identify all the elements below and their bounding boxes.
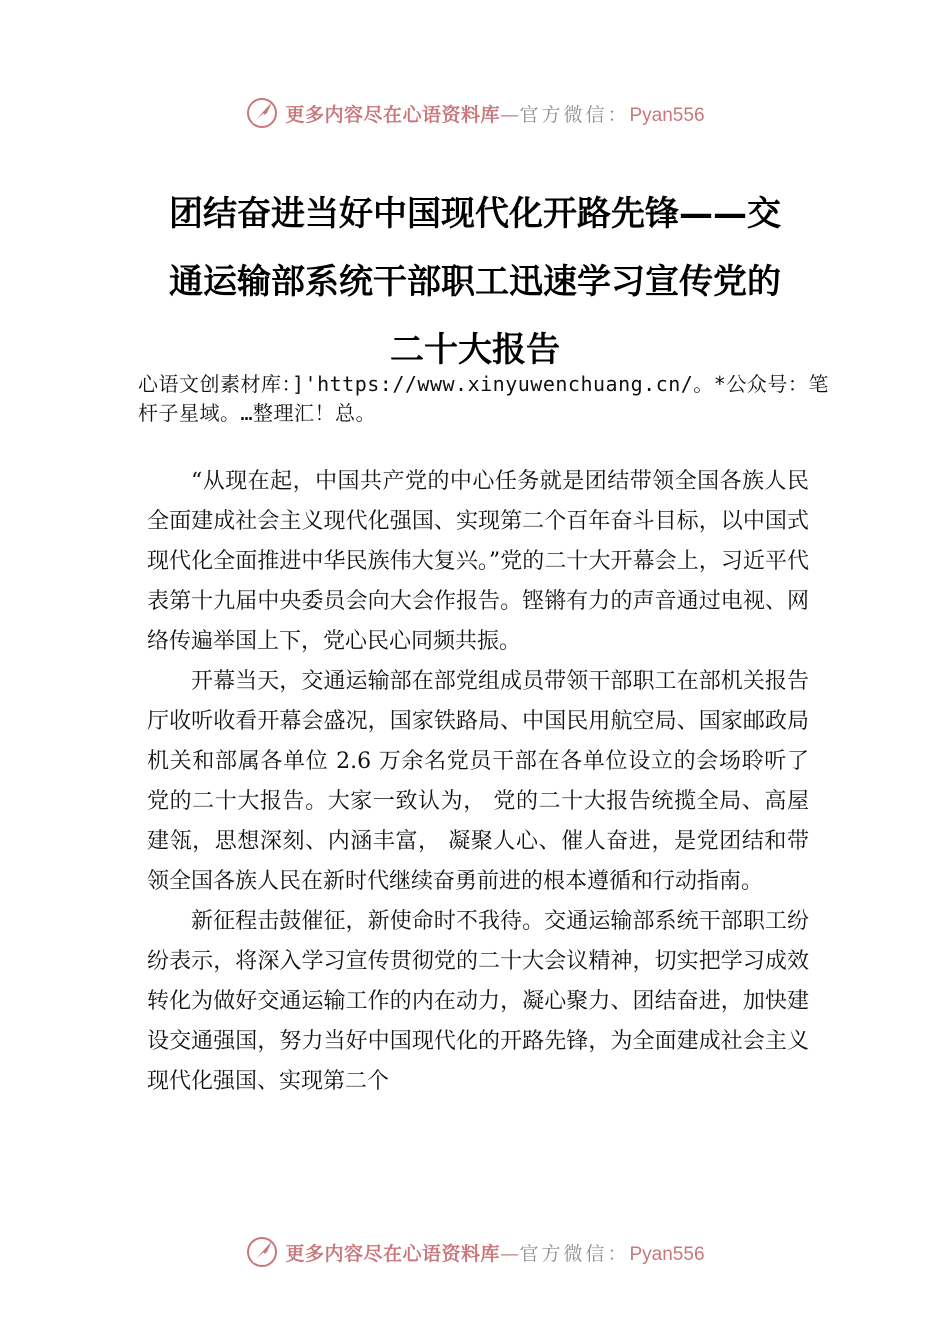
quill-logo-icon (245, 1235, 279, 1269)
paragraph: 新征程击鼓催征，新使命时不我待。交通运输部系统干部职工纷纷表示，将深入学习宣传贯彻党的二十大会议精神，切实把学习成效转化为做好交通运输工作的内在动力，凝心聚力、团结奋进，加快建设交通强国，努力当好中国现代化的开路先锋，为全面建成社会主义现代化强国、实现第二个 (147, 909, 809, 1094)
banner-text: 更多内容尽在心语资料库—官方微信：Pyan556 (285, 103, 705, 126)
title-line: 通运输部系统干部职工迅速学习宣传党的 (169, 262, 781, 302)
article-body (147, 462, 809, 1102)
document-title (120, 180, 830, 384)
paragraph: “从现在起，中国共产党的中心任务就是团结带领全国各族人民全面建成社会主义现代化强国、实现第二个百年奋斗目标，以中国式现代化全面推进中华民族伟大复兴。”党的二十大开幕会上，习近平代表第十九届中央委员会向大会作报告。铿锵有力的声音通过电视、网络传遍举国上下，党心民心同频共振。 (147, 469, 809, 654)
paragraph: 开幕当天，交通运输部在部党组成员带领干部职工在部机关报告厅收听收看开幕会盛况，国家铁路局、中国民用航空局、国家邮政局机关和部属各单位 2.6 万余名党员干部在各单位设立的会场聆听了党的二十大报告。大家一致认为， 党的二十大报告统揽全局、高屋建瓴，思想深刻、内涵丰富， 凝聚人心、催人奋进，是党团结和带领全国各族人民在新时代继续奋勇前进的根本遵循和行动指南。 (147, 669, 809, 894)
quill-logo-icon (245, 96, 279, 130)
footer-banner (0, 1232, 950, 1272)
title-line: 二十大报告 (390, 330, 560, 370)
source-note: 心语文创素材库：]'https://www.xinyuwenchuang.cn/。*公众号：笔杆子星域。…整理汇！总。 (138, 372, 829, 425)
title-line: 团结奋进当好中国现代化开路先锋——交 (169, 194, 781, 234)
header-banner (0, 93, 950, 133)
banner-text: 更多内容尽在心语资料库—官方微信：Pyan556 (285, 1242, 705, 1265)
